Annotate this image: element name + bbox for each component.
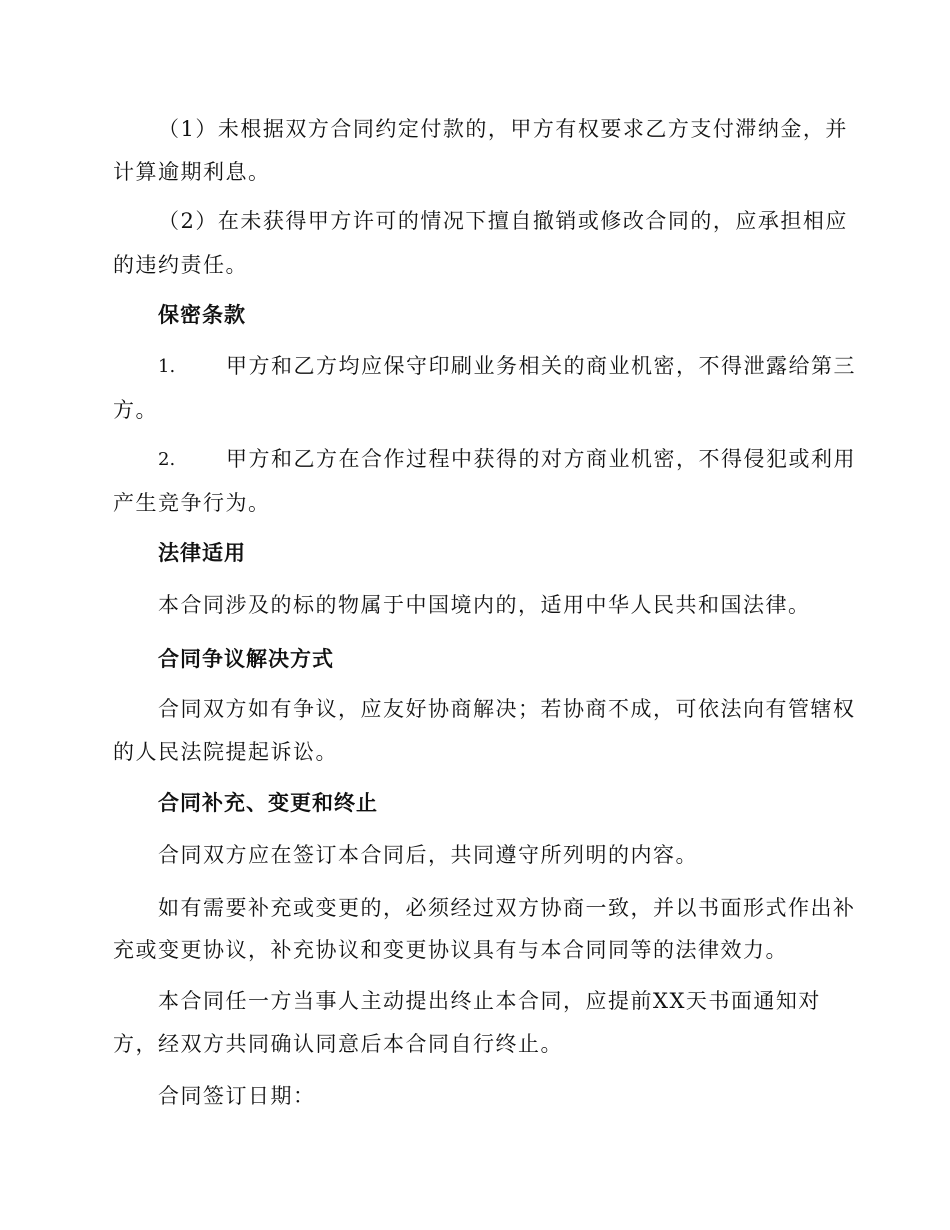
confidentiality-item-1-line-2: 方。: [113, 398, 158, 422]
confidentiality-heading: 保密条款: [158, 302, 246, 327]
dispute-resolution-line-1: 合同双方如有争议，应友好协商解决；若协商不成，可依法向有管辖权: [158, 697, 856, 721]
penalty-item-1-line-1: （1）未根据双方合同约定付款的，甲方有权要求乙方支付滞纳金，并: [158, 117, 848, 141]
confidentiality-item-1-number: 1.: [158, 356, 176, 377]
penalty-item-2-line-1: （2）在未获得甲方许可的情况下擅自撤销或修改合同的，应承担相应: [158, 209, 848, 233]
confidentiality-item-2-line-1: 甲方和乙方在合作过程中获得的对方商业机密，不得侵犯或利用: [226, 447, 856, 471]
applicable-law-heading: 法律适用: [158, 540, 246, 565]
dispute-resolution-line-2: 的人民法院提起诉讼。: [113, 740, 338, 764]
amendment-paragraph-2-line-2: 充或变更协议，补充协议和变更协议具有与本合同同等的法律效力。: [113, 938, 788, 962]
confidentiality-item-2-line-2: 产生竞争行为。: [113, 491, 271, 515]
signing-date-label: 合同签订日期：: [158, 1084, 316, 1108]
penalty-item-1-line-2: 计算逾期利息。: [113, 160, 271, 184]
applicable-law-text: 本合同涉及的标的物属于中国境内的，适用中华人民共和国法律。: [158, 593, 811, 617]
confidentiality-item-1-line-1: 甲方和乙方均应保守印刷业务相关的商业机密，不得泄露给第三: [226, 354, 856, 378]
amendment-paragraph-2-line-1: 如有需要补充或变更的，必须经过双方协商一致，并以书面形式作出补: [158, 896, 856, 920]
amendment-paragraph-1: 合同双方应在签订本合同后，共同遵守所列明的内容。: [158, 843, 698, 867]
penalty-item-2-line-2: 的违约责任。: [113, 253, 248, 277]
amendment-paragraph-3-line-2: 方，经双方共同确认同意后本合同自行终止。: [113, 1032, 563, 1056]
amendment-paragraph-3-line-1: 本合同任一方当事人主动提出终止本合同，应提前XX天书面通知对: [158, 989, 821, 1013]
amendment-heading: 合同补充、变更和终止: [158, 790, 378, 815]
confidentiality-item-2-number: 2.: [158, 449, 176, 470]
dispute-resolution-heading: 合同争议解决方式: [158, 646, 334, 671]
